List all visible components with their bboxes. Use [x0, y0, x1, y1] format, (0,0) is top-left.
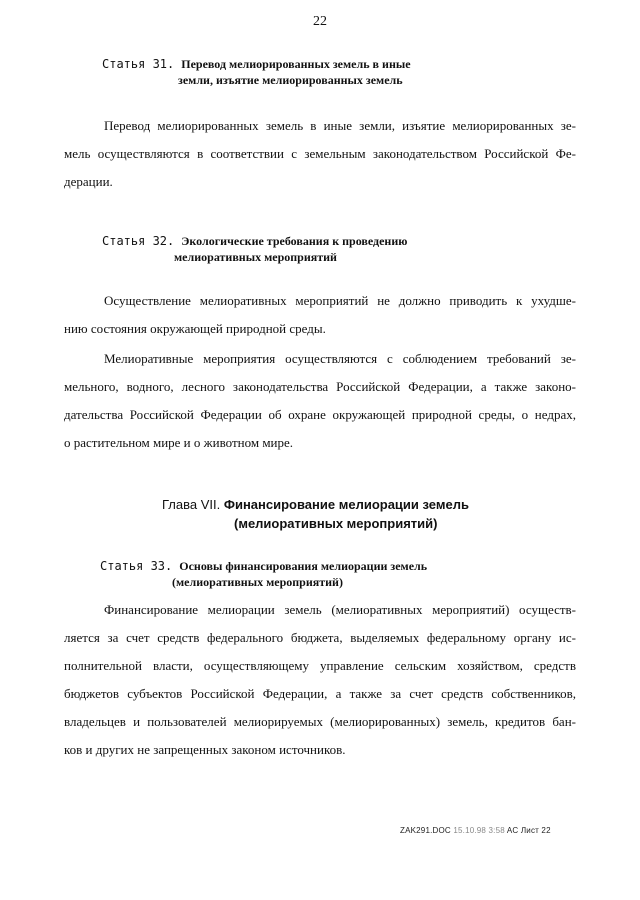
article-32-heading: [102, 233, 407, 265]
paragraph-line: о растительном мире и о животном мире.: [64, 435, 294, 450]
paragraph-line: нию состояния окружающей природной среды.: [64, 321, 326, 336]
chapter-label: Глава VII.: [162, 497, 221, 512]
chapter-heading: [162, 495, 469, 533]
article-32-paragraph-2: [64, 345, 576, 457]
footer-code: AC: [506, 826, 519, 835]
paragraph-line: Финансирование мелиорации земель (мелиоративных мероприятий) осуществ-: [104, 602, 576, 617]
article-32-title-line1: Экологические требования к проведению: [181, 234, 408, 248]
article-31-label: Статья 31.: [102, 57, 175, 71]
footer-doc-name: ZAK291.DOC: [400, 826, 451, 835]
article-33-label: Статья 33.: [100, 559, 173, 573]
chapter-title-line1: Финансирование мелиорации земель: [223, 497, 469, 512]
article-33-paragraph: [64, 596, 576, 764]
paragraph-line: дерации.: [64, 174, 113, 189]
paragraph-line: мель осуществляются в соответствии с земельным законодательством Российской Фе-: [64, 146, 576, 161]
article-31-title-line1: Перевод мелиорированных земель в иные: [181, 57, 411, 71]
article-33-title-line1: Основы финансирования мелиорации земель: [179, 559, 428, 573]
article-33-title-line2: (мелиоративных мероприятий): [172, 575, 343, 589]
paragraph-line: ляется за счет средств федерального бюджета, выделяемых федеральному органу ис-: [64, 630, 576, 645]
paragraph-line: Перевод мелиорированных земель в иные земли, изъятие мелиорированных зе-: [104, 118, 576, 133]
article-32-paragraph-1: [64, 287, 576, 343]
paragraph-line: дательства Российской Федерации об охране окружающей природной среды, о недрах,: [64, 407, 576, 422]
article-33-heading: [100, 558, 427, 590]
footer-stamp: 15.10.98 3:58: [453, 826, 505, 835]
paragraph-line: бюджетов субъектов Российской Федерации, а также за счет средств собственников,: [64, 686, 576, 701]
paragraph-line: мельного, водного, лесного законодательства Российской Федерации, а также законо-: [64, 379, 576, 394]
article-32-label: Статья 32.: [102, 234, 175, 248]
paragraph-line: владельцев и пользователей мелиорируемых (мелиорированных) земель, кредитов бан-: [64, 714, 576, 729]
paragraph-line: Мелиоративные мероприятия осуществляются с соблюдением требований зе-: [104, 351, 576, 366]
chapter-title-line2: (мелиоративных мероприятий): [234, 516, 438, 531]
article-31-paragraph: [64, 112, 576, 196]
page-number: 22: [313, 14, 327, 29]
article-31-heading: [102, 56, 411, 88]
paragraph-line: Осуществление мелиоративных мероприятий не должно приводить к ухудше-: [104, 293, 576, 308]
article-31-title-line2: земли, изъятие мелиорированных земель: [178, 73, 403, 87]
document-footer: [400, 826, 551, 835]
paragraph-line: полнительной власти, осуществляющему управление сельским хозяйством, средств: [64, 658, 576, 673]
footer-sheet: Лист 22: [520, 826, 551, 835]
article-32-title-line2: мелиоративных мероприятий: [174, 250, 337, 264]
paragraph-line: ков и других не запрещенных законом источников.: [64, 742, 346, 757]
